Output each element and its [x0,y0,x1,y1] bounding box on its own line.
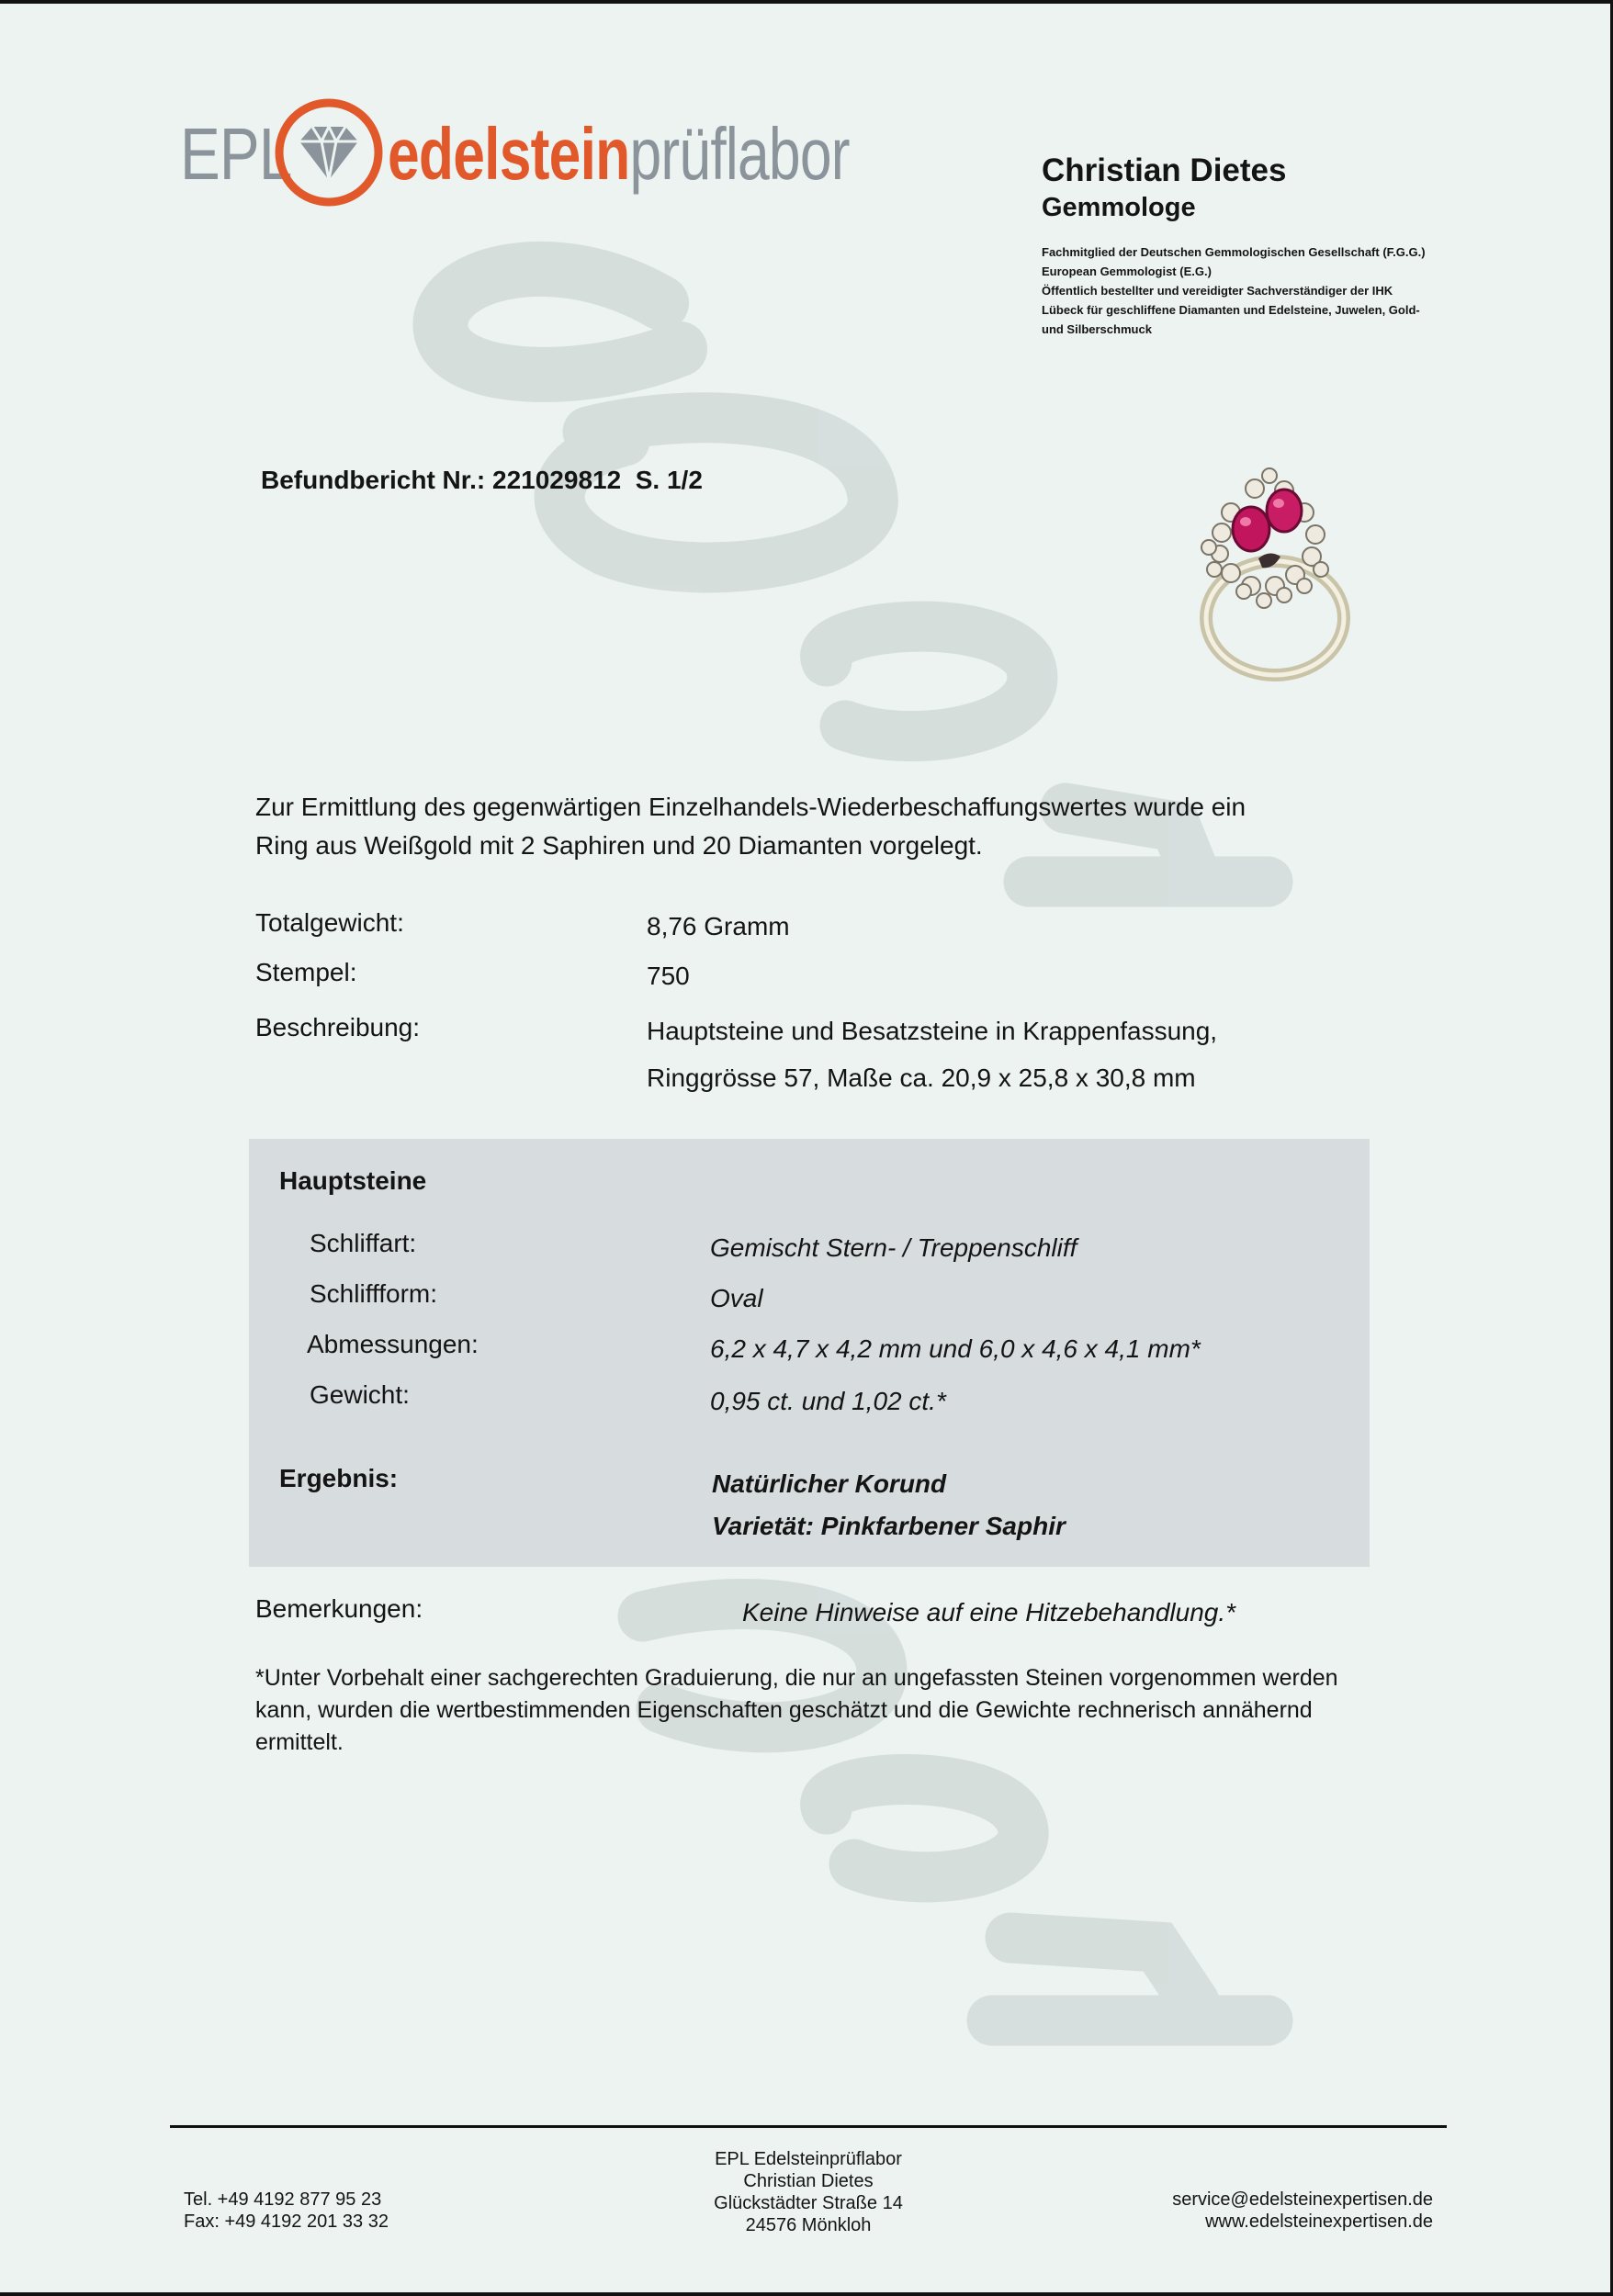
qualification-line: Fachmitglied der Deutschen Gemmologischen Gesellschaft (F.G.G.) [1042,245,1426,259]
disclaimer-line: ermittelt. [255,1729,344,1755]
page-indicator: S. 1/2 [635,466,703,494]
dimensions-label: Abmessungen: [307,1330,479,1358]
remarks-value: Keine Hinweise auf eine Hitzebehandlung.* [742,1598,1236,1626]
remarks-label: Bemerkungen: [255,1594,423,1623]
footer-contact-block [974,2189,1433,2233]
qualification-line: Öffentlich bestellter und vereidigter Sachverständiger der IHK [1042,284,1393,298]
cut-value: Gemischt Stern- / Treppenschliff [710,1233,1077,1262]
result-value: Natürlicher Korund [712,1469,947,1498]
cut-label: Schliffart: [310,1229,417,1257]
examiner-role: Gemmologe [1042,193,1196,222]
footer-phone: Tel. +49 4192 877 95 23 [184,2189,382,2210]
footer-phone-block [184,2189,389,2233]
footer-rule [170,2125,1447,2128]
logo-brand-suffix: prüflabor [629,113,850,195]
intro-line: Zur Ermittlung des gegenwärtigen Einzelhandels-Wiederbeschaffungswertes wurde ein [255,793,1246,821]
description-label: Beschreibung: [255,1013,421,1041]
report-number [261,466,703,495]
footer-fax: Fax: +49 4192 201 33 32 [184,2212,389,2232]
qualifications-block [1042,242,1501,339]
disclaimer-note [255,1662,1440,1759]
footer-street: Glückstädter Straße 14 [714,2193,903,2213]
logo-brand-main: edelstein [388,113,630,195]
footer-address-block [625,2148,992,2236]
intro-line: Ring aus Weißgold mit 2 Saphiren und 20 Diamanten vorgelegt. [255,831,983,860]
disclaimer-line: kann, wurden die wertbestimmenden Eigenschaften geschätzt und die Gewichte rechnerisch annähernd [255,1697,1313,1723]
description-line: Hauptsteine und Besatzsteine in Krappenfassung, [647,1017,1218,1045]
description-line: Ringgrösse 57, Maße ca. 20,9 x 25,8 x 30,8 mm [647,1064,1196,1092]
shape-value: Oval [710,1284,763,1312]
footer-person: Christian Dietes [743,2171,874,2191]
logo-brand-text [388,112,850,197]
stamp-value: 750 [647,962,690,990]
examiner-name: Christian Dietes [1042,152,1287,188]
stone-weight-label: Gewicht: [310,1380,410,1409]
disclaimer-line: *Unter Vorbehalt einer sachgerechten Graduierung, die nur an ungefassten Steinen vorgenommen werden [255,1665,1338,1691]
ring-photo [1167,457,1369,687]
qualification-line: Lübeck für geschliffene Diamanten und Edelsteine, Juwelen, Gold- [1042,303,1420,317]
total-weight-label: Totalgewicht: [255,908,404,937]
diamond-logo-icon [272,96,386,209]
footer-company: EPL Edelsteinprüflabor [715,2149,902,2169]
qualification-line: European Gemmologist (E.G.) [1042,264,1212,278]
logo-epl-text: EPL [180,113,292,195]
report-number-label: Befundbericht Nr.: 221029812 [261,466,622,494]
total-weight-value: 8,76 Gramm [647,912,790,940]
dimensions-value: 6,2 x 4,7 x 4,2 mm und 6,0 x 4,6 x 4,1 mm* [710,1334,1201,1363]
footer-website: www.edelsteinexpertisen.de [1205,2212,1433,2232]
epl-logo [180,96,878,215]
shape-label: Schliffform: [310,1279,438,1308]
stamp-label: Stempel: [255,958,357,986]
result-variety: Varietät: Pinkfarbener Saphir [712,1512,1066,1540]
main-stones-title: Hauptsteine [279,1166,427,1195]
qualification-line: und Silberschmuck [1042,322,1152,336]
result-label: Ergebnis: [279,1464,399,1492]
intro-text [255,788,1358,865]
footer-city: 24576 Mönkloh [745,2215,872,2235]
footer-email: service@edelsteinexpertisen.de [1172,2189,1433,2210]
stone-weight-value: 0,95 ct. und 1,02 ct.* [710,1387,946,1415]
